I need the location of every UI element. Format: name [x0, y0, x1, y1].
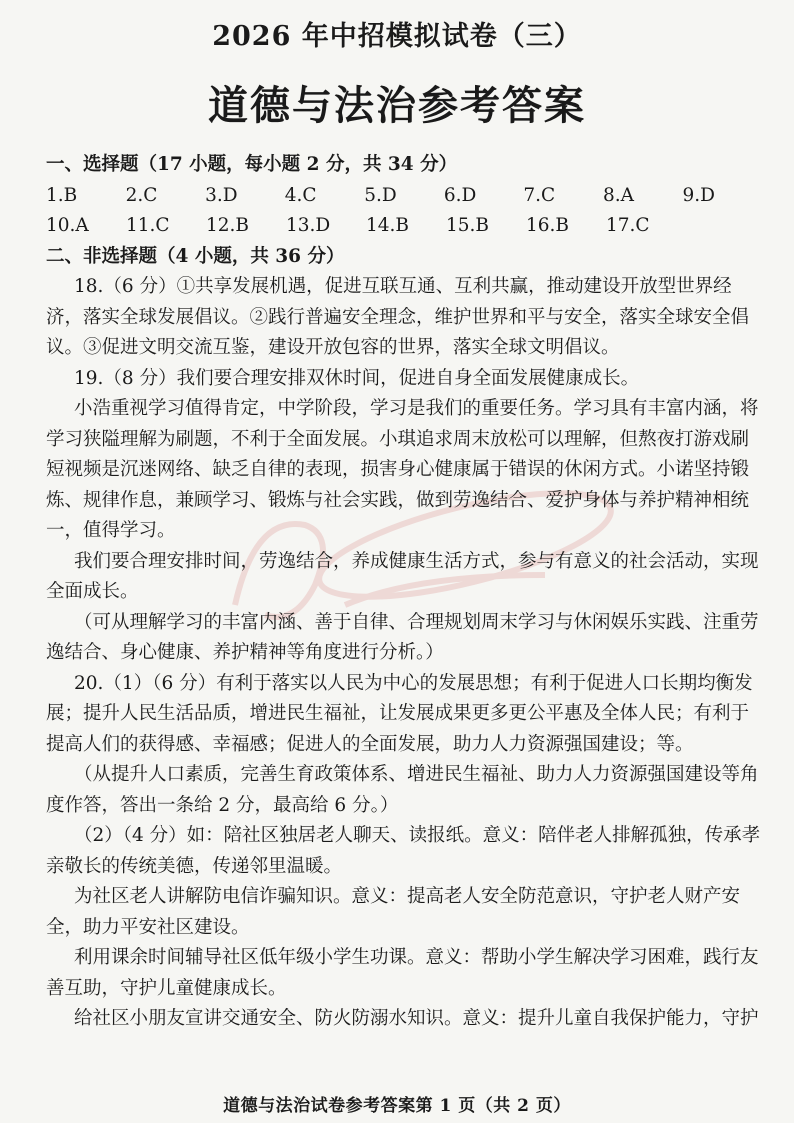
question-19-analysis: 小浩重视学习值得肯定，中学阶段，学习是我们的重要任务。学习具有丰富内涵，将学习狭隘理解为刷题，不利于全面发展。小琪追求周末放松可以理解，但熬夜打游戏刷短视频是沉迷网络、缺乏自律的表现，损害身心健康属于错误的休闲方式。小诺坚持锻炼、规律作息，兼顾学习、锻炼与社会实践，做到劳逸结合、爱护身体与养护精神相统一，值得学习。	[46, 398, 759, 541]
choice-answer: 6.D	[443, 184, 477, 206]
section-heading-choice: 一、选择题（17 小题，每小题 2 分，共 34 分）	[46, 154, 458, 175]
choice-answer: 7.C	[523, 184, 556, 206]
choice-answer: 2.C	[125, 184, 158, 206]
question-20-part-1-answer: 20.（1）（6 分）有利于落实以人民为中心的发展思想；有利于促进人口长期均衡发展；提升人民生活品质，增进民生福祉，让发展成果更多更公平惠及全体人民；有利于提高人们的获得感、幸福感；促进人的全面发展，助力人力资源强国建设；等。	[46, 672, 753, 755]
choice-answer: 3.D	[205, 184, 238, 206]
question-20-part-2-example-2: 为社区老人讲解防电信诈骗知识。意义：提高老人安全防范意识，守护老人财产安全，助力平安社区建设。	[46, 886, 741, 938]
question-19-conclusion: 我们要合理安排时间，劳逸结合，养成健康生活方式，参与有意义的社会活动，实现全面成长。	[46, 550, 759, 602]
question-18-answer: 18.（6 分）①共享发展机遇，促进互联互通、互利共赢，推动建设开放型世界经济，落实全球发展倡议。②践行普遍安全理念，维护世界和平与安全，落实全球安全倡议。③促进文明交流互鉴，建设开放包容的世界，落实全球文明倡议。	[46, 276, 750, 358]
choice-answers-row-1	[46, 181, 762, 212]
choice-answer: 1.B	[46, 184, 78, 206]
choice-answer: 13.D	[286, 215, 331, 236]
answer-content	[46, 150, 762, 1035]
page-footer: 道德与法治试卷参考答案第 1 页（共 2 页）	[223, 1096, 571, 1116]
choice-answer: 8.A	[602, 184, 634, 206]
section-heading-nonchoice: 二、非选择题（4 小题，共 36 分）	[46, 245, 345, 267]
choice-answer: 10.A	[46, 215, 89, 236]
choice-answer: 15.B	[446, 215, 490, 236]
question-19-intro: 19.（8 分）我们要合理安排双休时间，促进自身全面发展健康成长。	[74, 367, 640, 389]
exam-title: 2026 年中招模拟试卷（三）	[212, 21, 582, 52]
choice-answer: 4.C	[284, 184, 317, 206]
question-20-part-1-grading-note: （从提升人口素质，完善生育政策体系、增进民生福祉、助力人力资源强国建设等角度作答，答出一条给 2 分，最高给 6 分。）	[46, 764, 759, 816]
choice-answer: 9.D	[682, 184, 715, 206]
choice-answer: 14.B	[366, 215, 410, 236]
question-19-grading-note: （可从理解学习的丰富内涵、善于自律、合理规划周末学习与休闲娱乐实践、注重劳逸结合、身心健康、养护精神等角度进行分析。）	[46, 611, 759, 663]
answer-key-title: 道德与法治参考答案	[208, 82, 586, 129]
choice-answer: 16.B	[526, 215, 570, 236]
choice-answer: 5.D	[364, 184, 397, 206]
question-20-part-2-example-4: 给社区小朋友宣讲交通安全、防火防溺水知识。意义：提升儿童自我保护能力，守护	[74, 1008, 759, 1029]
choice-answer: 12.B	[206, 215, 250, 236]
question-20-part-2-example-1: （2）（4 分）如：陪社区独居老人聊天、读报纸。意义：陪伴老人排解孤独，传承孝亲敬长的传统美德，传递邻里温暖。	[46, 825, 761, 877]
choice-answers-row-2	[46, 211, 762, 242]
choice-answer: 17.C	[606, 215, 650, 236]
choice-answer: 11.C	[126, 215, 170, 236]
question-20-part-2-example-3: 利用课余时间辅导社区低年级小学生功课。意义：帮助小学生解决学习困难，践行友善互助，守护儿童健康成长。	[46, 947, 759, 999]
